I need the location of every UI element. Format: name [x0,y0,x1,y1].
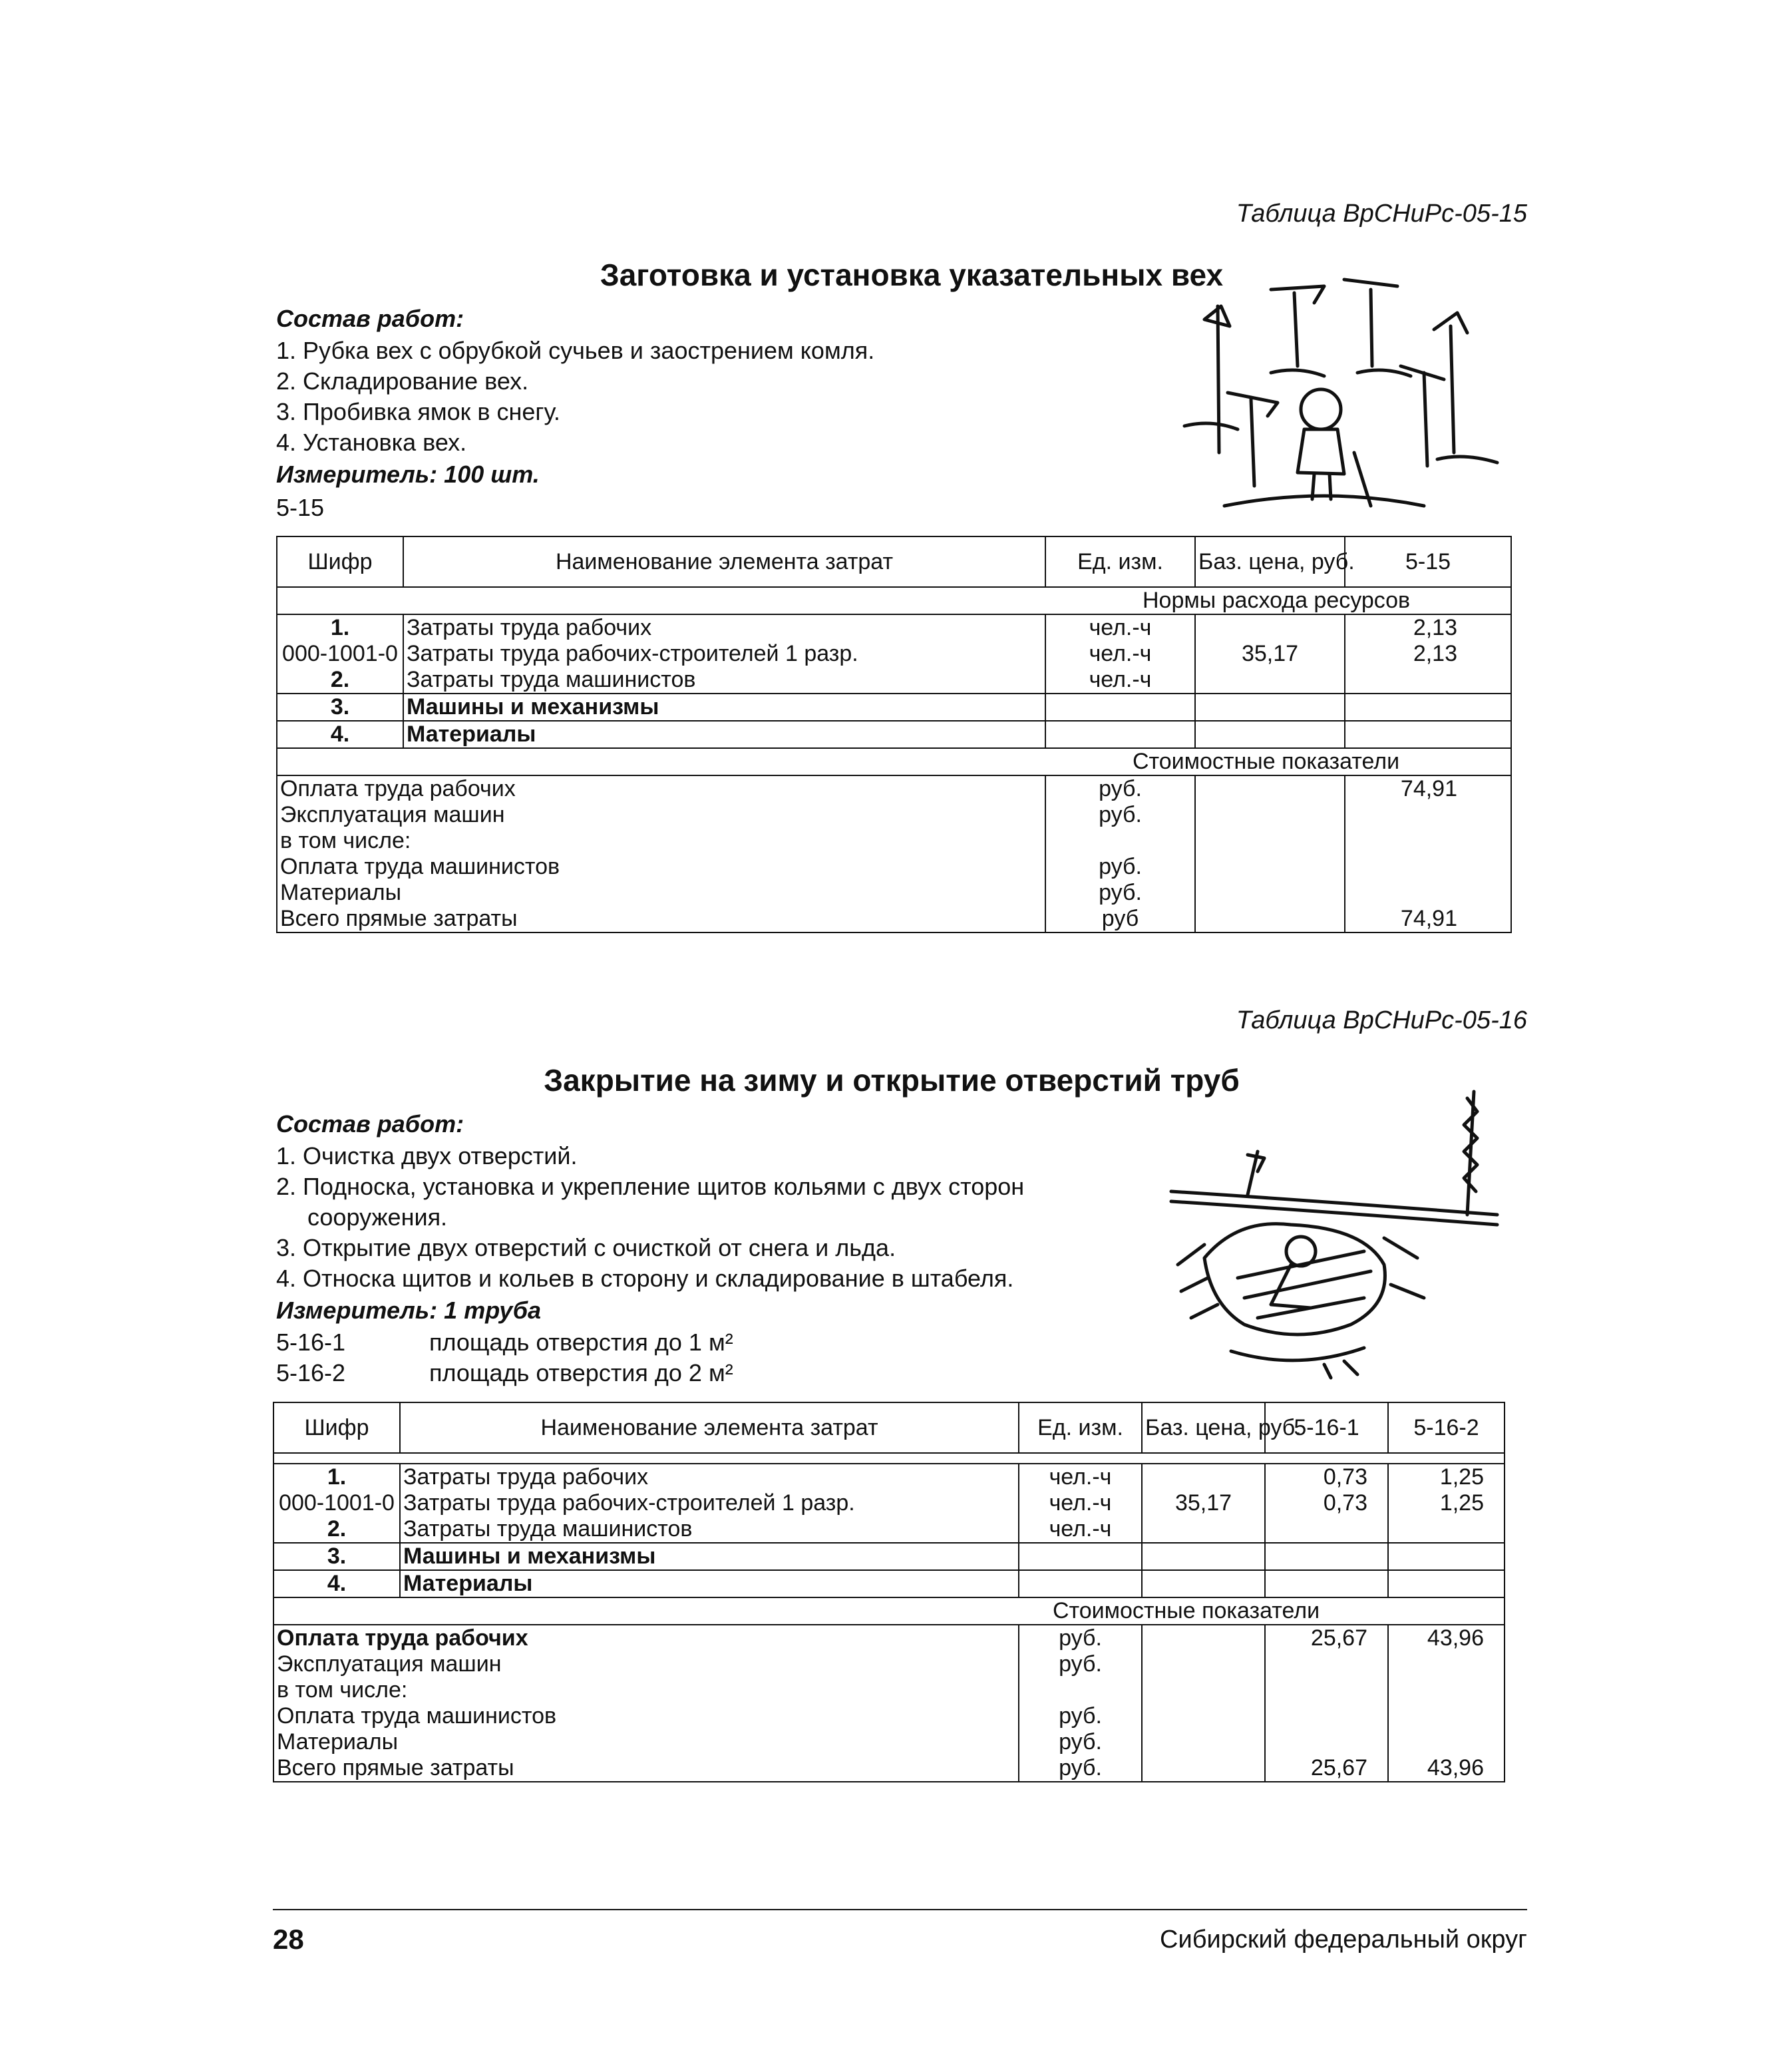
row-name: Машины и механизмы [403,694,1045,721]
table-row [273,1543,1505,1570]
cost-name: Материалы [273,1729,1019,1755]
row-unit [1045,721,1195,748]
work-item: 4. Установка вех. [276,429,467,456]
table-row [277,854,1511,880]
cost-value [1345,828,1511,854]
table-row [273,1625,1505,1651]
row-value [1388,1516,1505,1543]
cost-value [1388,1651,1505,1677]
cost-unit: руб [1045,906,1195,932]
cost-unit: руб. [1045,802,1195,828]
cost-name: Оплата труда рабочих [273,1625,1019,1651]
cost-name: Оплата труда машинистов [277,854,1045,880]
unit-label: Измеритель: 100 шт. [276,461,540,488]
cost-caption: Стоимостные показатели [273,1597,1505,1625]
row-name: Затраты труда рабочих-строителей 1 разр. [400,1490,1019,1516]
row-code: 1. [277,614,403,641]
code-desc: площадь отверстия до 1 м² [429,1329,733,1356]
work-item: 1. Очистка двух отверстий. [276,1142,578,1169]
col-header: Баз. цена, руб. [1142,1402,1265,1453]
cost-value [1265,1651,1388,1677]
row-name: Затраты труда машинистов [403,667,1045,694]
col-header: Шифр [273,1402,400,1453]
col-header: Баз. цена, руб. [1195,536,1345,587]
cost-name: в том числе: [273,1677,1019,1703]
works-heading: Состав работ: [276,305,464,332]
table-row [277,775,1511,802]
cost-name: Всего прямые затраты [277,906,1045,932]
row-unit: чел.-ч [1045,641,1195,667]
cost-value [1345,802,1511,828]
table-row [277,802,1511,828]
row-value [1388,1570,1505,1597]
unit-label: Измеритель: 1 труба [276,1297,542,1324]
row-value [1345,694,1511,721]
row-price [1142,1516,1265,1543]
cost-name: Эксплуатация машин [277,802,1045,828]
col-header: Шифр [277,536,403,587]
work-item: 2. Складирование вех. [276,367,529,395]
cost-value: 43,96 [1388,1755,1505,1782]
table-row [277,694,1511,721]
section-title: Заготовка и установка указательных вех [600,258,1224,292]
table-row [277,880,1511,906]
cost-value: 43,96 [1388,1625,1505,1651]
snow-markers-illustration [1171,266,1517,519]
row-name: Материалы [403,721,1045,748]
row-value [1265,1543,1388,1570]
cost-value [1265,1677,1388,1703]
row-price [1142,1570,1265,1597]
row-value: 1,25 [1388,1464,1505,1490]
col-header: Наименование элемента затрат [403,536,1045,587]
cost-name: Оплата труда рабочих [277,775,1045,802]
row-code: 2. [277,667,403,694]
col-header: Ед. изм. [1019,1402,1142,1453]
row-unit: чел.-ч [1045,667,1195,694]
cost-value: 25,67 [1265,1755,1388,1782]
norms-caption: Нормы расхода ресурсов [277,587,1511,614]
cost-unit: руб. [1019,1703,1142,1729]
row-value: 0,73 [1265,1464,1388,1490]
row-value: 2,13 [1345,614,1511,641]
row-code: 1. [273,1464,400,1490]
cost-unit: руб. [1019,1729,1142,1755]
code-line: 5-16-2 [276,1359,346,1386]
cost-name: в том числе: [277,828,1045,854]
row-unit [1019,1570,1142,1597]
row-unit: чел.-ч [1019,1490,1142,1516]
cost-table-05-15 [276,536,1512,933]
table-row [273,1755,1505,1782]
row-price: 35,17 [1142,1490,1265,1516]
footer-rule [273,1909,1527,1910]
table-row [277,828,1511,854]
work-item: сооружения. [307,1203,448,1231]
cost-unit: руб. [1045,880,1195,906]
cost-name: Материалы [277,880,1045,906]
cost-value [1265,1729,1388,1755]
row-price [1195,721,1345,748]
table-number: Таблица ВрСНиРс-05-15 [1236,200,1527,228]
row-value: 2,13 [1345,641,1511,667]
cost-unit: руб. [1045,854,1195,880]
row-name: Затраты труда рабочих [400,1464,1019,1490]
table-row [273,1729,1505,1755]
col-header: 5-15 [1345,536,1511,587]
table-row [277,721,1511,748]
table-number: Таблица ВрСНиРс-05-16 [1236,1006,1527,1034]
row-price: 35,17 [1195,641,1345,667]
row-code: 000-1001-0 [277,641,403,667]
cost-value [1388,1729,1505,1755]
cost-name: Оплата труда машинистов [273,1703,1019,1729]
cost-name: Всего прямые затраты [273,1755,1019,1782]
row-value [1345,721,1511,748]
row-unit: чел.-ч [1045,614,1195,641]
table-row [273,1703,1505,1729]
cost-unit: руб. [1019,1625,1142,1651]
cost-unit: руб. [1019,1651,1142,1677]
row-value [1388,1543,1505,1570]
row-name: Затраты труда рабочих-строителей 1 разр. [403,641,1045,667]
row-unit [1019,1543,1142,1570]
row-code: 4. [273,1570,400,1597]
table-row [273,1464,1505,1490]
code-desc: площадь отверстия до 2 м² [429,1359,733,1386]
cost-table-05-16 [273,1402,1505,1782]
col-header: Ед. изм. [1045,536,1195,587]
cost-unit [1045,828,1195,854]
row-code: 3. [277,694,403,721]
cost-value [1345,854,1511,880]
work-item: 4. Относка щитов и кольев в сторону и складирование в штабеля. [276,1265,1014,1292]
row-price [1195,614,1345,641]
table-row [273,1490,1505,1516]
code-line: 5-16-1 [276,1329,346,1356]
row-price [1142,1543,1265,1570]
cost-value: 25,67 [1265,1625,1388,1651]
cost-value [1265,1703,1388,1729]
code-line: 5-15 [276,494,325,521]
row-value: 1,25 [1388,1490,1505,1516]
works-heading: Состав работ: [276,1110,464,1138]
row-code: 4. [277,721,403,748]
cost-caption: Стоимостные показатели [277,748,1511,775]
table-row [277,614,1511,641]
row-unit: чел.-ч [1019,1464,1142,1490]
row-unit: чел.-ч [1019,1516,1142,1543]
col-header: 5-16-2 [1388,1402,1505,1453]
col-header: Наименование элемента затрат [400,1402,1019,1453]
table-row [273,1677,1505,1703]
table-row [277,641,1511,667]
cost-unit [1019,1677,1142,1703]
work-item: 3. Открытие двух отверстий с очисткой от снега и льда. [276,1234,896,1261]
table-row [273,1651,1505,1677]
table-row [277,906,1511,932]
row-price [1195,667,1345,694]
col-header: 5-16-1 [1265,1402,1388,1453]
row-name: Затраты труда рабочих [403,614,1045,641]
row-name: Затраты труда машинистов [400,1516,1019,1543]
work-item: 2. Подноска, установка и укрепление щитов кольями с двух сторон [276,1173,1025,1200]
cost-value [1345,880,1511,906]
row-name: Материалы [400,1570,1019,1597]
row-name: Машины и механизмы [400,1543,1019,1570]
row-value: 0,73 [1265,1490,1388,1516]
row-price [1195,694,1345,721]
row-value [1265,1570,1388,1597]
row-price [1142,1464,1265,1490]
cost-unit: руб. [1045,775,1195,802]
cost-value [1388,1703,1505,1729]
table-row [273,1570,1505,1597]
pipe-opening-illustration [1164,1085,1511,1384]
row-code: 2. [273,1516,400,1543]
section-title: Закрытие на зиму и открытие отверстий труб [544,1063,1240,1098]
cost-value: 74,91 [1345,775,1511,802]
row-unit [1045,694,1195,721]
page-number: 28 [273,1924,304,1955]
row-value [1265,1516,1388,1543]
row-code: 3. [273,1543,400,1570]
table-row [273,1516,1505,1543]
cost-unit: руб. [1019,1755,1142,1782]
footer-region: Сибирский федеральный округ [1160,1926,1527,1954]
work-item: 3. Пробивка ямок в снегу. [276,398,560,425]
row-value [1345,667,1511,694]
work-item: 1. Рубка вех с обрубкой сучьев и заострением комля. [276,337,875,364]
cost-name: Эксплуатация машин [273,1651,1019,1677]
row-code: 000-1001-0 [273,1490,400,1516]
table-row [277,667,1511,694]
cost-value [1388,1677,1505,1703]
cost-value: 74,91 [1345,906,1511,932]
